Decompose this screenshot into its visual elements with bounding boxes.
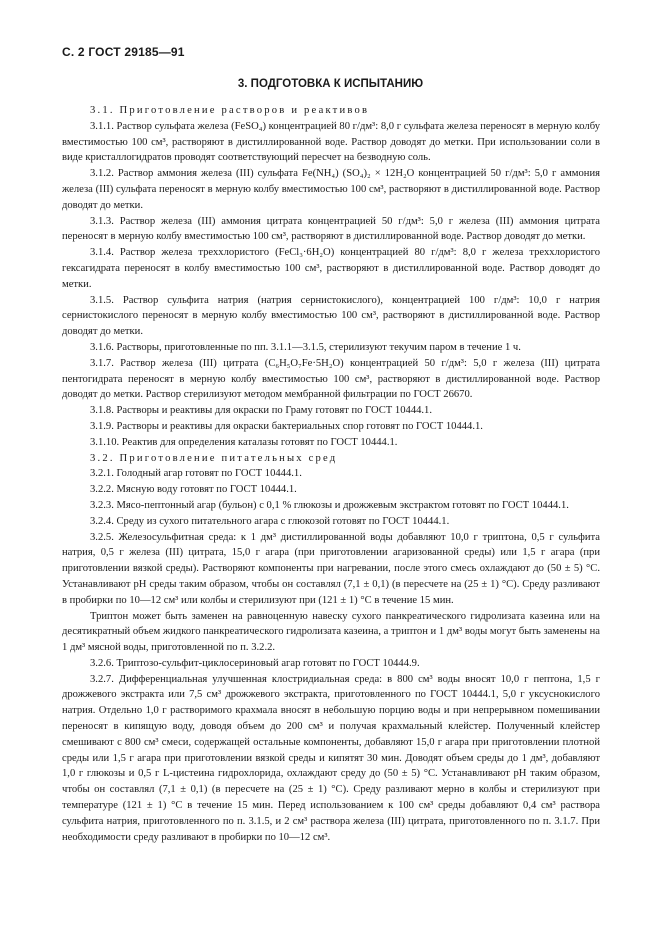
paragraph: 3.2.1. Голодный агар готовят по ГОСТ 10444.1. — [90, 468, 302, 480]
section-title: 3. ПОДГОТОВКА К ИСПЫТАНИЮ — [237, 78, 424, 90]
paragraph: 3.1.3. Раствор железа (III) аммония цитрата концентрацией 50 г/дм³: 5,0 г железа (III) аммония цитрата переносят в мерную колбу вместимостью 100 см³, растворяют в дистиллированной воде. Раствор доводят до метки. — [62, 215, 600, 243]
paragraph: 3.1.5. Раствор сульфита натрия (натрия сернистокислого), концентрацией 100 г/дм³: 10,0 г натрия сернистокислого переносят в мерную колбу вместимостью 100 см³, растворяют в дистиллированной воде. Раствор доводят до метки. — [62, 294, 600, 338]
document-body — [62, 103, 600, 845]
paragraph: 3.2.4. Среду из сухого питательного агара с глюкозой готовят по ГОСТ 10444.1. — [90, 515, 450, 527]
paragraph: 3.1.8. Растворы и реактивы для окраски по Граму готовят по ГОСТ 10444.1. — [90, 405, 433, 417]
paragraph: 3.2.2. Мясную воду готовят по ГОСТ 10444.1. — [90, 484, 297, 496]
paragraph: 3.1.2. Раствор аммония железа (III) сульфата Fe(NH₄) (SO₄)₂ × 12H₂O концентрацией 50 г/дм³: 5,0 г аммония железа (III) сульфата переносят в мерную колбу вместимостью 100 см³, растворяют в дистиллированной воде. Раствор доводят до метки. — [62, 168, 600, 211]
paragraph: 3.1.1. Раствор сульфата железа (FeSO₄) концентрацией 80 г/дм³: 8,0 г сульфата железа переносят в мерную колбу вместимостью 100 см³, растворяют в дистиллированной воде. Раствор доводят до метки. При использовании соли в виде кристаллогидратов проводят соответствующий пересчет на безводную соль. — [62, 120, 600, 164]
paragraph: Триптон может быть заменен на равноценную навеску сухого панкреатического гидролизата казеина или на десятикратный объем жидкого панкреатического гидролизата казеина, а триптон и 1 дм³ воды могут быть заменены на 1 дм³ мясной воды, приготовленной по п. 3.2.2. — [62, 610, 600, 654]
paragraph: 3.2.6. Триптозо-сульфит-циклосериновый агар готовят по ГОСТ 10444.9. — [90, 657, 420, 669]
paragraph: 3.2.7. Дифференциальная улучшенная клостридиальная среда: в 800 см³ воды вносят 10,0 г пептона, 1,5 г дрожжевого экстракта или 7,5 см³ дрожжевого экстракта, приготовленного по ГОСТ 10444.1, 5,0 г уксуснокислого натрия. Отдельно 1,0 г растворимого крахмала вносят в небольшую порцию воды и при непрерывном помешивании переносят в кипящую воду, доводя объем до 200 см³ и получая крахмальный клейстер. Полученный клейстер смешивают с 800 см³ смеси, содержащей остальные компоненты, добавляют 15,0 г агара при приготовлении плотной среды или 1,5 г агара при приготовлении вязкой среды и кипятят 30 мин. Доводят объем среды до 1 дм³, добавляют 1,0 г глюкозы и 0,5 г L-цистеина гидрохлорида, охлаждают среду до (50 ± 5) °С. Устанавливают pH таким образом, чтобы он составлял (7,1 ± 0,1) (в пересчете на (25 ± 1) °С). Среду разливают мерно в колбы и стерилизуют при температуре (121 ± 1) °С в течение 15 мин. Перед использованием к 100 см³ среды добавляют 0,4 см³ раствора сульфита натрия, приготовленного по п. 3.1.5, и 2 см³ раствора железа (III) цитрата, приготовленного по п. 3.1.7. При необходимости среду разливают в пробирки по 10—12 см³. — [62, 673, 600, 843]
paragraph: 3.1.4. Раствор железа треххлористого (FeCl₃·6H₂O) концентрацией 80 г/дм³: 8,0 г железа треххлористого гексагидрата переносят в колбу вместимостью 100 см³, растворяют в дистиллированной воде. Раствор доводят до метки. — [62, 247, 600, 290]
paragraph: 3.1.6. Растворы, приготовленные по пп. 3.1.1—3.1.5, стерилизуют текучим паром в течение 1 ч. — [90, 341, 521, 353]
paragraph: 3.1.10. Реактив для определения каталазы готовят по ГОСТ 10444.1. — [90, 436, 398, 448]
paragraph: 3.1.7. Раствор железа (III) цитрата (C₆H₅O₇Fe·5H₂O) концентрацией 50 г/дм³: 5,0 г железа (III) цитрата пентогидрата переносят в мерную колбу вместимостью 100 см³, растворяют в дистиллированной воде. Раствор доводят до метки. Раствор стерилизуют методом мембранной фильтрации по ГОСТ 26670. — [62, 357, 600, 401]
paragraph: 3.2.5. Железосульфитная среда: к 1 дм³ дистиллированной воды добавляют 10,0 г триптона, 0,5 г сульфита натрия, 0,5 г железа (III) цитрата, 15,0 г агара (при приготовлении агаризованной среды) или 1,5 г агара (при приготовлении вязкой среды). Растворяют компоненты при нагревании, после этого смесь охлаждают до (50 ± 5) °С. Устанавливают pH среды таким образом, чтобы он составлял (7,1 ± 0,1) (в пересчете на (25 ± 1) °С). Среду разливают в пробирки по 10—12 см³ или колбы и стерилизуют при (121 ± 1) °С в течение 15 мин. — [62, 531, 600, 606]
paragraph: 3.2. Приготовление питательных сред — [90, 452, 338, 464]
paragraph: 3.1.9. Растворы и реактивы для окраски бактериальных спор готовят по ГОСТ 10444.1. — [90, 420, 483, 432]
paragraph: 3.2.3. Мясо-пептонный агар (бульон) с 0,1 % глюкозы и дрожжевым экстрактом готовят по ГОСТ 10444.1. — [90, 499, 569, 511]
paragraph: 3.1. Приготовление растворов и реактивов — [90, 105, 370, 116]
page-header: С. 2 ГОСТ 29185—91 — [62, 45, 185, 59]
